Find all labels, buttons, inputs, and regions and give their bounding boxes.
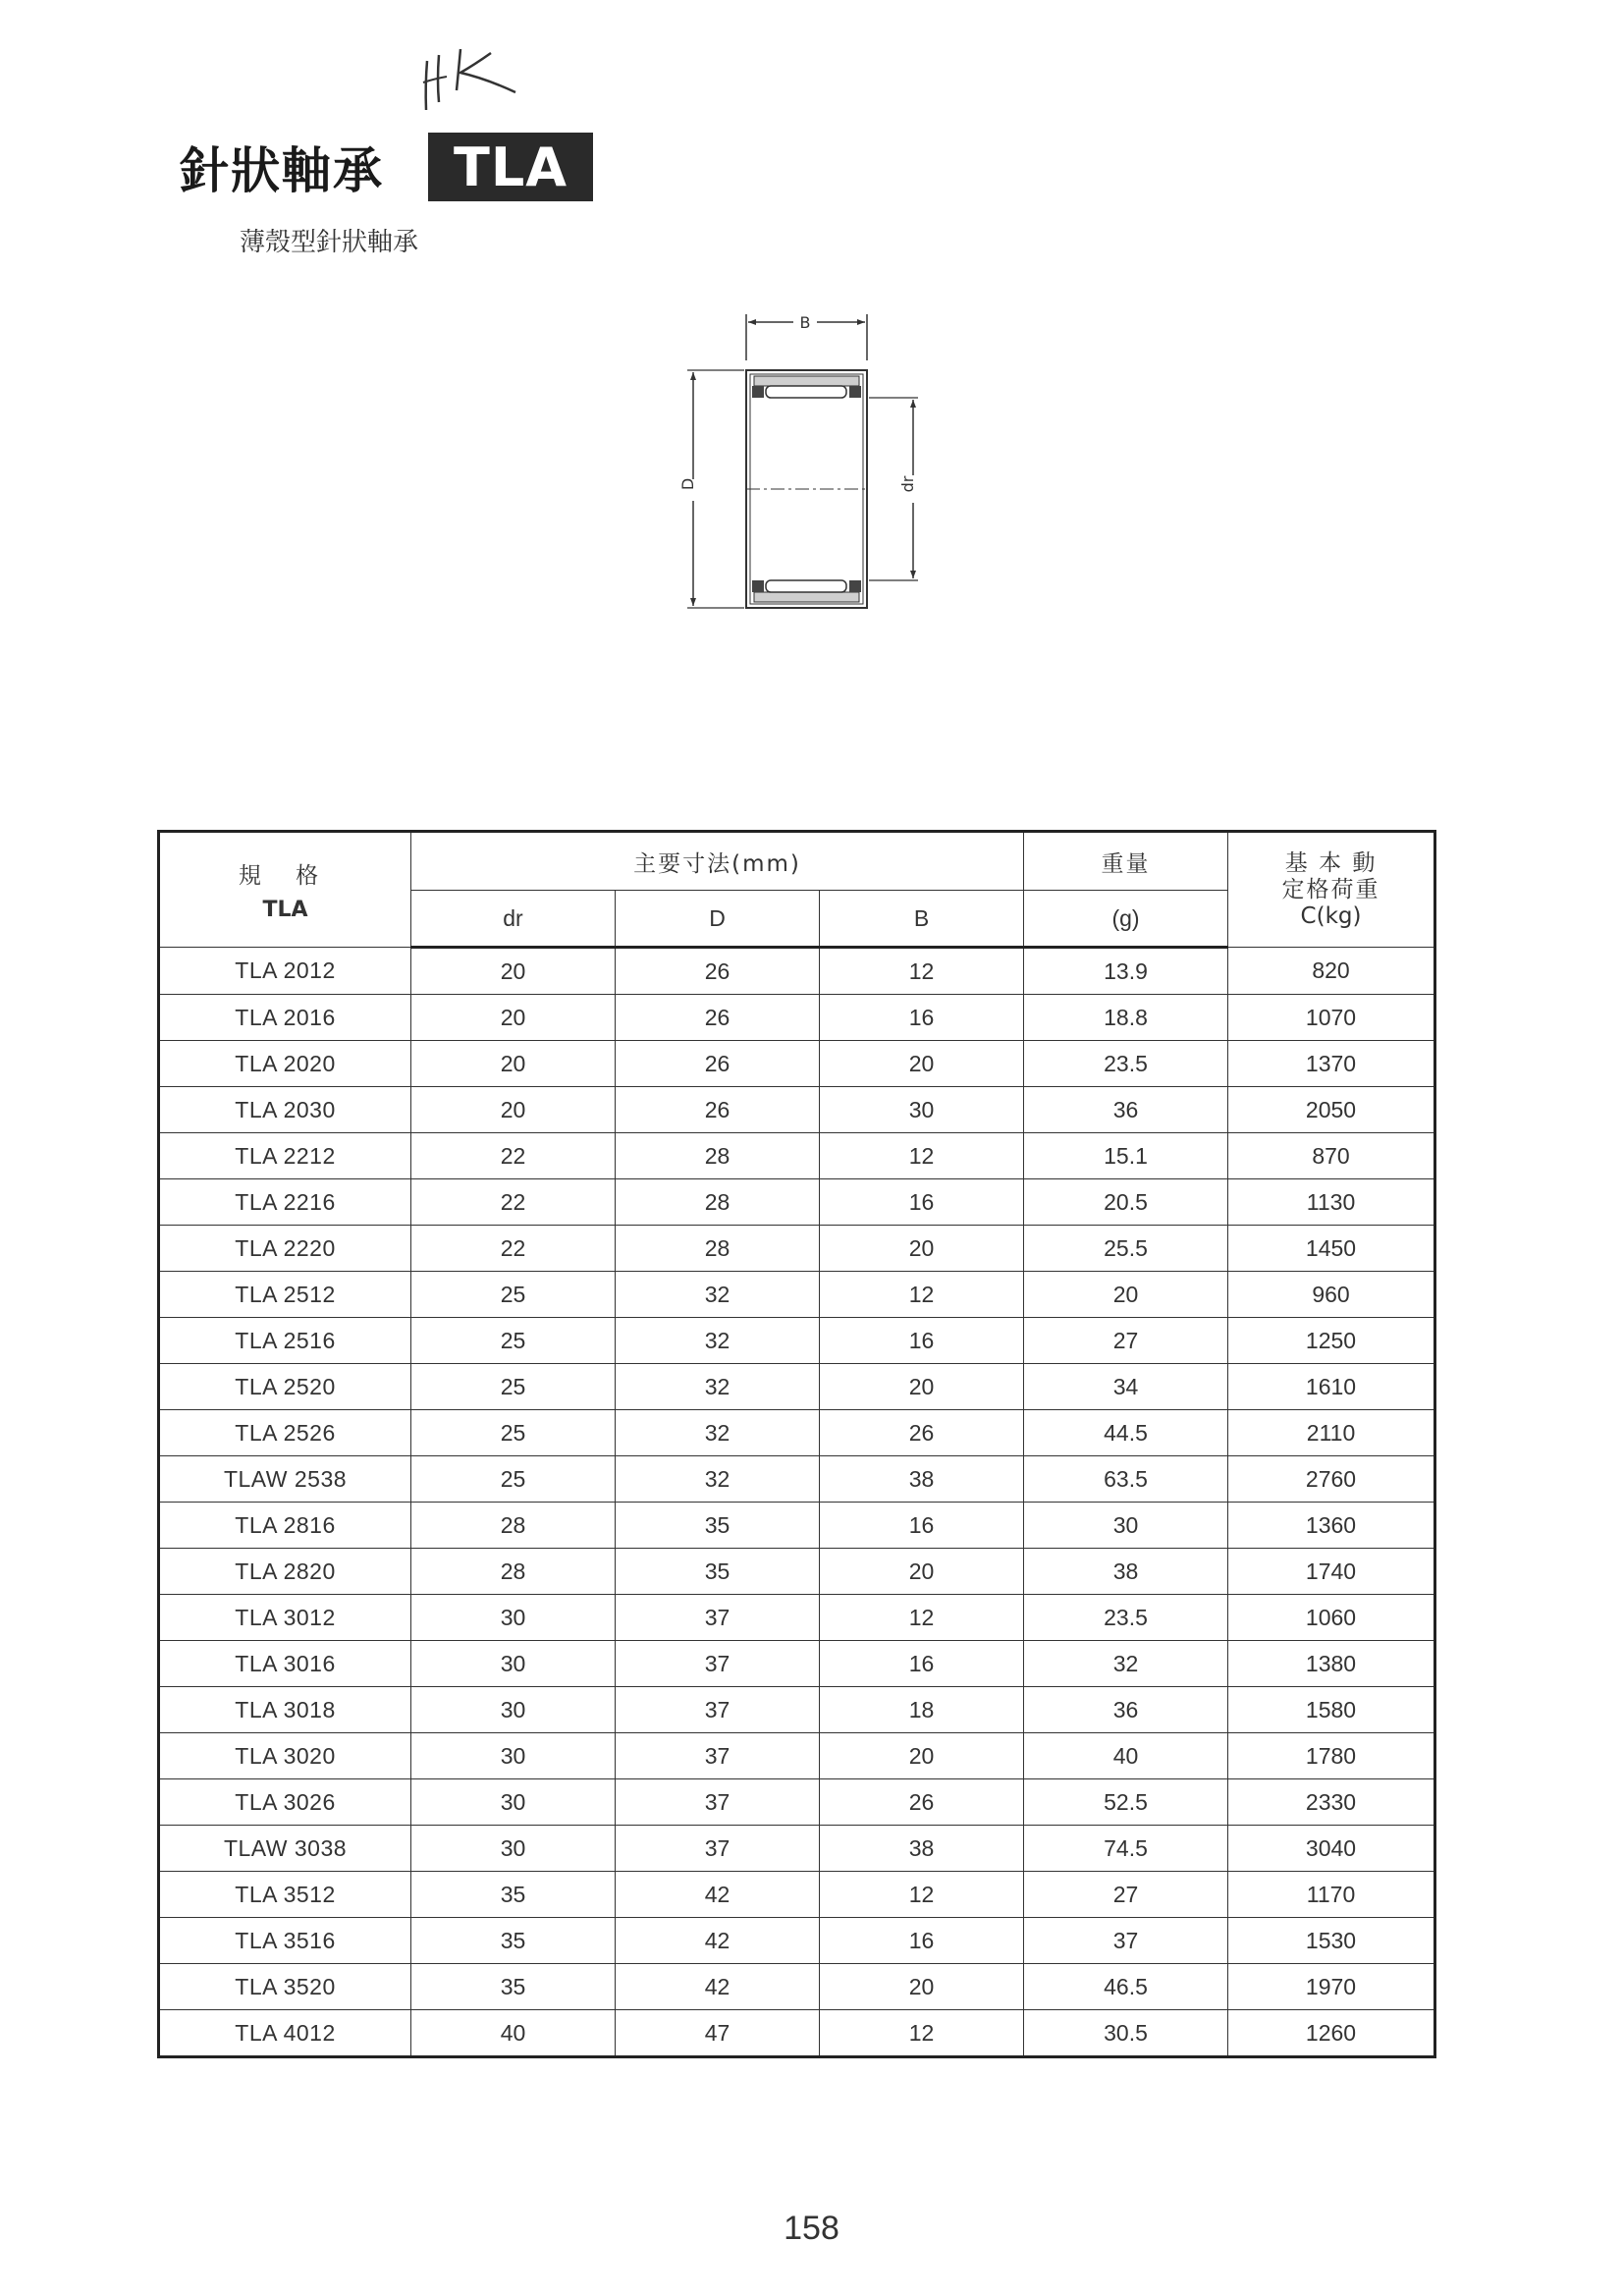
b-cell: 12: [820, 2010, 1024, 2057]
model-cell: TLA 2520: [159, 1364, 411, 1410]
model-cell: TLA 2526: [159, 1410, 411, 1456]
dr-cell: 20: [411, 995, 616, 1041]
dr-cell: 30: [411, 1826, 616, 1872]
b-cell: 16: [820, 1179, 1024, 1226]
load-cell: 1530: [1228, 1918, 1435, 1964]
model-cell: TLA 2820: [159, 1549, 411, 1595]
d-cell: 37: [616, 1779, 820, 1826]
b-cell: 16: [820, 1918, 1024, 1964]
load-cell: 820: [1228, 948, 1435, 995]
model-cell: TLAW 3038: [159, 1826, 411, 1872]
dr-cell: 25: [411, 1410, 616, 1456]
weight-cell: 15.1: [1024, 1133, 1228, 1179]
header-load-line2: 定格荷重: [1281, 876, 1380, 902]
weight-cell: 40: [1024, 1733, 1228, 1779]
table-row: [159, 1318, 1435, 1364]
header-b: B: [820, 891, 1024, 948]
b-cell: 20: [820, 1041, 1024, 1087]
header-weight-label: 重量: [1101, 850, 1151, 877]
weight-cell: 38: [1024, 1549, 1228, 1595]
weight-cell: 34: [1024, 1364, 1228, 1410]
d-cell: 28: [616, 1179, 820, 1226]
model-cell: TLA 4012: [159, 2010, 411, 2057]
b-cell: 20: [820, 1964, 1024, 2010]
table-row: [159, 995, 1435, 1041]
dr-cell: 40: [411, 2010, 616, 2057]
dr-cell: 20: [411, 1087, 616, 1133]
model-cell: TLA 3016: [159, 1641, 411, 1687]
header-load-rating: [1228, 832, 1435, 948]
weight-cell: 13.9: [1024, 948, 1228, 995]
weight-cell: 46.5: [1024, 1964, 1228, 2010]
weight-cell: 23.5: [1024, 1041, 1228, 1087]
model-cell: TLA 3026: [159, 1779, 411, 1826]
weight-cell: 27: [1024, 1318, 1228, 1364]
d-cell: 37: [616, 1595, 820, 1641]
load-cell: 1250: [1228, 1318, 1435, 1364]
handwritten-note: [417, 41, 535, 120]
table-row: [159, 1272, 1435, 1318]
d-cell: 26: [616, 1041, 820, 1087]
load-cell: 1740: [1228, 1549, 1435, 1595]
table-row: [159, 1503, 1435, 1549]
b-cell: 12: [820, 1272, 1024, 1318]
model-cell: TLA 2020: [159, 1041, 411, 1087]
weight-cell: 74.5: [1024, 1826, 1228, 1872]
table-row: [159, 948, 1435, 995]
dr-cell: 35: [411, 1872, 616, 1918]
b-cell: 20: [820, 1364, 1024, 1410]
load-cell: 1360: [1228, 1503, 1435, 1549]
table-row: [159, 1779, 1435, 1826]
page-title: 針狀軸承: [180, 142, 384, 199]
load-cell: 1380: [1228, 1641, 1435, 1687]
d-cell: 26: [616, 995, 820, 1041]
weight-cell: 32: [1024, 1641, 1228, 1687]
model-cell: TLA 3520: [159, 1964, 411, 2010]
b-cell: 18: [820, 1687, 1024, 1733]
bearing-cross-section-drawing: [677, 306, 933, 630]
b-cell: 16: [820, 1641, 1024, 1687]
load-cell: 1610: [1228, 1364, 1435, 1410]
model-cell: TLA 3020: [159, 1733, 411, 1779]
table-row: [159, 1964, 1435, 2010]
handwritten-note-text: [417, 41, 418, 42]
dr-cell: 22: [411, 1179, 616, 1226]
d-cell: 32: [616, 1456, 820, 1503]
bearing-spec-table: [157, 830, 1436, 2058]
load-cell: 1370: [1228, 1041, 1435, 1087]
header-dr: dr: [411, 891, 616, 948]
load-cell: 960: [1228, 1272, 1435, 1318]
d-cell: 28: [616, 1226, 820, 1272]
model-cell: TLA 2516: [159, 1318, 411, 1364]
weight-cell: 20.5: [1024, 1179, 1228, 1226]
table-row: [159, 1133, 1435, 1179]
dr-cell: 20: [411, 948, 616, 995]
b-cell: 16: [820, 995, 1024, 1041]
table-body: [159, 948, 1435, 2057]
title-badge: TLA: [428, 133, 593, 201]
load-cell: 2330: [1228, 1779, 1435, 1826]
table-row: [159, 1641, 1435, 1687]
load-cell: 2760: [1228, 1456, 1435, 1503]
d-cell: 32: [616, 1272, 820, 1318]
table-row: [159, 1456, 1435, 1503]
weight-cell: 18.8: [1024, 995, 1228, 1041]
model-cell: TLA 3512: [159, 1872, 411, 1918]
header-weight: [1024, 832, 1228, 891]
model-cell: TLA 3018: [159, 1687, 411, 1733]
b-cell: 20: [820, 1733, 1024, 1779]
b-cell: 30: [820, 1087, 1024, 1133]
model-cell: TLA 2220: [159, 1226, 411, 1272]
table-row: [159, 1733, 1435, 1779]
header-main-dimensions: [411, 832, 1024, 891]
header-spec: [159, 832, 411, 948]
model-cell: TLA 2816: [159, 1503, 411, 1549]
b-cell: 12: [820, 1133, 1024, 1179]
b-cell: 20: [820, 1226, 1024, 1272]
model-cell: TLA 2512: [159, 1272, 411, 1318]
load-cell: 1580: [1228, 1687, 1435, 1733]
load-cell: 1070: [1228, 995, 1435, 1041]
weight-cell: 36: [1024, 1087, 1228, 1133]
d-cell: 32: [616, 1318, 820, 1364]
diagram-label-b: B: [799, 313, 811, 332]
d-cell: 37: [616, 1687, 820, 1733]
page-subtitle: 薄殼型針狀軸承: [240, 228, 419, 257]
header-main-dimensions-label: 主要寸法(mm): [633, 850, 801, 877]
weight-cell: 63.5: [1024, 1456, 1228, 1503]
table-header-row-1: [159, 832, 1435, 891]
header-load-line3: C(kg): [1300, 902, 1362, 929]
table-row: [159, 1595, 1435, 1641]
d-cell: 47: [616, 2010, 820, 2057]
d-cell: 37: [616, 1733, 820, 1779]
load-cell: 2050: [1228, 1087, 1435, 1133]
model-cell: TLA 2212: [159, 1133, 411, 1179]
weight-cell: 23.5: [1024, 1595, 1228, 1641]
weight-cell: 27: [1024, 1872, 1228, 1918]
model-cell: TLA 2016: [159, 995, 411, 1041]
d-cell: 42: [616, 1964, 820, 2010]
dr-cell: 30: [411, 1595, 616, 1641]
table-row: [159, 1087, 1435, 1133]
model-cell: TLAW 2538: [159, 1456, 411, 1503]
d-cell: 35: [616, 1549, 820, 1595]
dr-cell: 25: [411, 1272, 616, 1318]
b-cell: 20: [820, 1549, 1024, 1595]
table-row: [159, 1872, 1435, 1918]
dr-cell: 25: [411, 1364, 616, 1410]
load-cell: 1780: [1228, 1733, 1435, 1779]
load-cell: 1970: [1228, 1964, 1435, 2010]
b-cell: 26: [820, 1410, 1024, 1456]
header-spec-code: TLA: [262, 898, 308, 922]
dr-cell: 25: [411, 1318, 616, 1364]
dr-cell: 30: [411, 1733, 616, 1779]
weight-cell: 44.5: [1024, 1410, 1228, 1456]
d-cell: 35: [616, 1503, 820, 1549]
load-cell: 1170: [1228, 1872, 1435, 1918]
load-cell: 1450: [1228, 1226, 1435, 1272]
diagram-label-d: D: [678, 477, 697, 491]
d-cell: 42: [616, 1918, 820, 1964]
b-cell: 38: [820, 1456, 1024, 1503]
weight-cell: 20: [1024, 1272, 1228, 1318]
weight-cell: 37: [1024, 1918, 1228, 1964]
b-cell: 16: [820, 1318, 1024, 1364]
model-cell: TLA 2012: [159, 948, 411, 995]
table-row: [159, 1179, 1435, 1226]
load-cell: 3040: [1228, 1826, 1435, 1872]
table-row: [159, 1549, 1435, 1595]
load-cell: 1260: [1228, 2010, 1435, 2057]
header-load-line1: 基 本 動: [1284, 849, 1378, 876]
load-cell: 870: [1228, 1133, 1435, 1179]
weight-cell: 36: [1024, 1687, 1228, 1733]
d-cell: 26: [616, 1087, 820, 1133]
d-cell: 42: [616, 1872, 820, 1918]
table-row: [159, 2010, 1435, 2057]
page-number: 158: [784, 2210, 839, 2247]
header-weight-unit: (g): [1024, 891, 1228, 948]
table-row: [159, 1687, 1435, 1733]
dr-cell: 28: [411, 1503, 616, 1549]
dr-cell: 28: [411, 1549, 616, 1595]
weight-cell: 30: [1024, 1503, 1228, 1549]
dr-cell: 25: [411, 1456, 616, 1503]
dr-cell: 35: [411, 1918, 616, 1964]
d-cell: 32: [616, 1364, 820, 1410]
d-cell: 37: [616, 1641, 820, 1687]
weight-cell: 52.5: [1024, 1779, 1228, 1826]
table-row: [159, 1226, 1435, 1272]
dr-cell: 22: [411, 1226, 616, 1272]
b-cell: 38: [820, 1826, 1024, 1872]
load-cell: 1130: [1228, 1179, 1435, 1226]
title-row: [180, 128, 593, 206]
dr-cell: 20: [411, 1041, 616, 1087]
load-cell: 2110: [1228, 1410, 1435, 1456]
table-row: [159, 1041, 1435, 1087]
dr-cell: 22: [411, 1133, 616, 1179]
load-cell: 1060: [1228, 1595, 1435, 1641]
bearing-diagram: [677, 306, 933, 630]
dr-cell: 30: [411, 1779, 616, 1826]
d-cell: 26: [616, 948, 820, 995]
handwritten-hk-mark: [417, 41, 535, 120]
b-cell: 12: [820, 1595, 1024, 1641]
diagram-label-dr: dr: [898, 475, 917, 493]
d-cell: 28: [616, 1133, 820, 1179]
model-cell: TLA 3516: [159, 1918, 411, 1964]
table-row: [159, 1364, 1435, 1410]
model-cell: TLA 2030: [159, 1087, 411, 1133]
header-d: D: [616, 891, 820, 948]
header-spec-label: 規 格: [238, 863, 333, 889]
b-cell: 26: [820, 1779, 1024, 1826]
table-row: [159, 1918, 1435, 1964]
d-cell: 32: [616, 1410, 820, 1456]
model-cell: TLA 3012: [159, 1595, 411, 1641]
d-cell: 37: [616, 1826, 820, 1872]
dr-cell: 30: [411, 1641, 616, 1687]
b-cell: 12: [820, 948, 1024, 995]
dr-cell: 35: [411, 1964, 616, 2010]
model-cell: TLA 2216: [159, 1179, 411, 1226]
weight-cell: 30.5: [1024, 2010, 1228, 2057]
weight-cell: 25.5: [1024, 1226, 1228, 1272]
b-cell: 12: [820, 1872, 1024, 1918]
table-row: [159, 1826, 1435, 1872]
table-row: [159, 1410, 1435, 1456]
b-cell: 16: [820, 1503, 1024, 1549]
dr-cell: 30: [411, 1687, 616, 1733]
